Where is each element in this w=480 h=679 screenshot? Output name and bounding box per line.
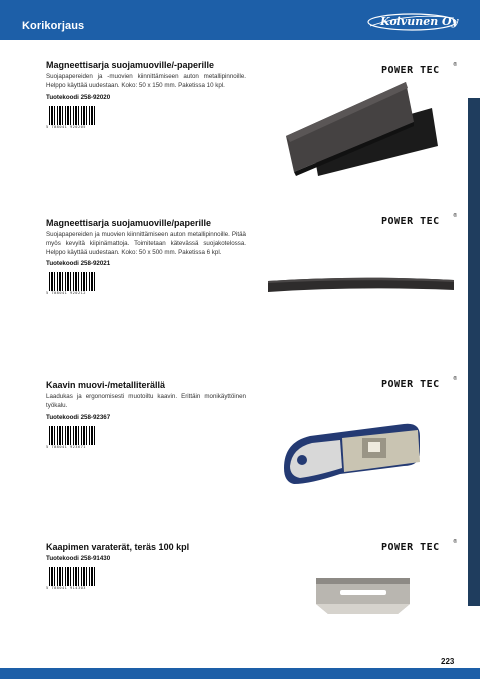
product-description: Suojapapereiden ja -muovien kiinnittämiseen auton metallipinnoille. Helppo käyttää uudestaan. Koko: 50 x 150 mm. Paketissa 10 kpl.	[46, 73, 246, 89]
registered-icon: ®	[453, 376, 457, 382]
product-2	[46, 218, 246, 298]
koivunen-logo	[366, 12, 458, 32]
power-tec-logo-text: POWER TEC	[381, 216, 440, 227]
barcode-number: 5 708041 920212	[46, 291, 86, 296]
magnet-strip-long-image	[266, 272, 456, 296]
product-description: Laadukas ja ergonomisesti muotoiltu kaavin. Erittäin monikäyttöinen työkalu.	[46, 393, 246, 409]
magnet-strips-image	[282, 80, 442, 176]
barcode-bars	[49, 567, 95, 586]
barcode-bars	[49, 426, 95, 445]
page-number: 223	[441, 657, 455, 666]
barcode	[46, 106, 96, 132]
barcode-number: 5 708041 923671	[46, 444, 86, 449]
product-description: Suojapapereiden ja muovien kiinnittämiseen auton metallipinnoille. Pitää myös kevyitä kiipinämattoja. Toimitetaan kätevässä suojakotelossa. Helppo käyttää uudestaan. Koko: 50 x 500 mm. Paketissa 6 kpl.	[46, 231, 246, 256]
product-title: Magneettisarja suojamuoville/-paperille	[46, 60, 215, 70]
barcode	[46, 426, 96, 452]
product-code: Tuotekoodi 258-92021	[46, 260, 111, 268]
product-1	[46, 60, 246, 132]
registered-icon: ®	[453, 62, 457, 68]
koivunen-logo-text: Koivunen Oy	[380, 15, 459, 28]
side-tab	[468, 98, 480, 606]
power-tec-logo-text: POWER TEC	[381, 379, 440, 390]
section-title: Korikorjaus	[22, 20, 85, 32]
product-code: Tuotekoodi 258-91430	[46, 555, 111, 562]
barcode	[46, 567, 96, 593]
product-title: Kaavin muovi-/metalliterällä	[46, 380, 166, 390]
power-tec-logo	[381, 64, 457, 78]
product-title: Magneettisarja suojamuoville/paperille	[46, 218, 212, 228]
barcode-bars	[49, 272, 95, 291]
razor-blade-image	[314, 576, 412, 616]
power-tec-logo	[381, 541, 457, 555]
power-tec-logo-text: POWER TEC	[381, 542, 440, 553]
product-4	[46, 542, 246, 593]
barcode-number: 5 708041 920205	[46, 124, 86, 129]
barcode-number: 5 708041 914303	[46, 586, 86, 590]
power-tec-logo-text: POWER TEC	[381, 65, 440, 76]
power-tec-logo	[381, 215, 457, 229]
power-tec-logo	[381, 378, 457, 392]
registered-icon: ®	[453, 539, 457, 545]
product-3	[46, 380, 246, 452]
footer-bar	[0, 668, 480, 679]
product-code: Tuotekoodi 258-92020	[46, 93, 111, 101]
barcode-bars	[49, 106, 95, 125]
registered-icon: ®	[453, 213, 457, 219]
barcode	[46, 272, 96, 298]
product-code: Tuotekoodi 258-92367	[46, 413, 111, 421]
product-title: Kaapimen varaterät, teräs 100 kpl	[46, 542, 190, 552]
scraper-image	[280, 412, 440, 496]
